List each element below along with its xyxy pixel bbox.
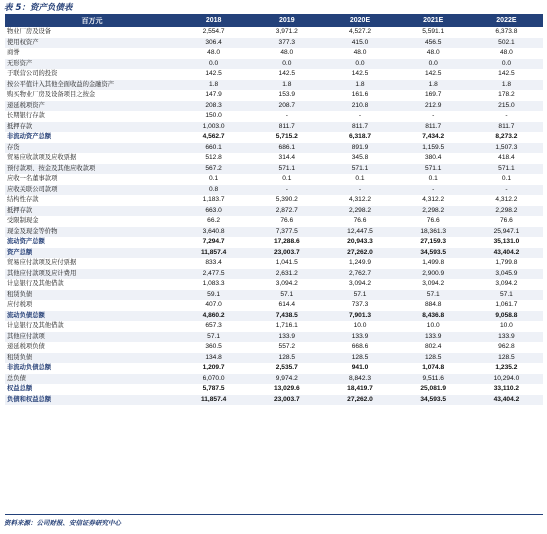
table-body (5, 27, 543, 405)
row-value: 0.8 (209, 185, 219, 193)
row-value: 133.9 (498, 332, 515, 340)
row-value: 571.1 (351, 164, 369, 172)
row-value: 811.7 (278, 122, 295, 130)
row-value: 6,070.0 (202, 374, 225, 382)
header-year: 2019 (279, 17, 295, 24)
row-label: 贸易应收款项及应收票据 (7, 154, 77, 161)
row-value: 43,404.2 (493, 248, 520, 256)
table-row (5, 111, 543, 122)
row-value: 4,860.2 (202, 311, 225, 319)
table-row (5, 164, 543, 175)
table-row (5, 122, 543, 133)
row-value: 76.6 (426, 217, 440, 224)
row-value: 35,131.0 (493, 238, 520, 245)
row-value: 360.5 (205, 343, 222, 350)
row-value: 4,312.2 (422, 196, 445, 203)
row-value: 737.3 (351, 301, 369, 308)
row-value: 142.5 (424, 70, 442, 77)
table-header (5, 14, 543, 27)
row-value: 17,288.6 (273, 238, 300, 245)
row-value: 512.8 (205, 154, 222, 161)
row-value: 142.5 (351, 70, 369, 77)
row-value: 802.4 (424, 343, 442, 350)
row-value: 10,294.0 (493, 374, 520, 382)
row-value: 133.9 (351, 332, 369, 340)
row-value: 4,562.7 (202, 133, 225, 140)
table-row (5, 143, 543, 154)
row-value: 415.0 (351, 38, 369, 46)
row-value: 142.5 (498, 70, 515, 77)
table-row (5, 279, 543, 290)
row-value: 169.7 (424, 91, 442, 98)
row-value: 657.3 (205, 322, 222, 329)
row-label: 于联营公司的投资 (7, 70, 58, 77)
row-value: 11,857.4 (200, 395, 227, 403)
row-value: 1,799.8 (495, 259, 518, 266)
row-value: 314.4 (278, 154, 296, 161)
row-value: 133.9 (278, 332, 296, 340)
row-value: 7,434.2 (422, 133, 445, 140)
row-value: 1,209.7 (202, 364, 225, 371)
row-value: 142.5 (205, 70, 222, 77)
row-value: 208.7 (278, 101, 296, 109)
row-value: 502.1 (498, 38, 515, 46)
row-value: 1.8 (209, 80, 219, 88)
row-value: 380.4 (424, 154, 442, 161)
row-value: 1,716.1 (275, 322, 298, 329)
row-value: 2,762.7 (349, 269, 371, 277)
row-value: 128.5 (498, 353, 515, 361)
row-value: 215.0 (498, 101, 515, 109)
row-value: 23,003.7 (273, 395, 300, 403)
row-value: 306.4 (205, 38, 222, 46)
row-label: 流动负债总额 (7, 311, 45, 319)
row-value: 1.8 (355, 80, 365, 88)
row-value: 1,507.3 (495, 143, 518, 151)
row-value: 5,390.2 (275, 196, 298, 203)
row-value: 134.8 (205, 353, 222, 361)
row-value: 1,083.3 (202, 280, 225, 287)
row-value: 1,041.5 (275, 259, 298, 266)
row-value: 10.0 (426, 322, 440, 329)
table-row (5, 269, 543, 280)
row-value: 43,404.2 (493, 395, 520, 403)
row-value: 161.6 (351, 91, 369, 98)
row-label: 总负债 (7, 374, 26, 382)
row-value: 6,373.8 (495, 28, 518, 35)
row-value: 3,094.2 (495, 280, 518, 287)
row-label: 租赁负债 (7, 290, 33, 298)
row-value: 0.1 (355, 175, 365, 182)
row-value: 5,591.1 (422, 28, 445, 35)
row-value: 4,312.2 (495, 196, 518, 203)
row-value: 34,593.5 (420, 248, 447, 256)
row-value: 0.1 (428, 175, 438, 182)
row-value: 8,273.2 (495, 133, 518, 140)
row-label: 非流动负债总额 (7, 364, 52, 371)
table-title: 表 5：资产负债表 (4, 3, 73, 13)
row-value: 668.6 (351, 343, 369, 350)
row-value: 833.4 (205, 259, 222, 266)
row-label: 计息银行及其他借款 (7, 280, 64, 287)
row-label: 流动资产总额 (7, 238, 45, 245)
table-row (5, 258, 543, 269)
row-value: 57.1 (207, 332, 221, 340)
row-label: 受限制现金 (7, 217, 39, 224)
row-value: 7,901.3 (349, 311, 371, 319)
row-value: 66.2 (207, 217, 221, 224)
table-row (5, 384, 543, 395)
row-value: 2,298.2 (349, 206, 371, 214)
row-value: 2,298.2 (422, 206, 445, 214)
row-value: 1,249.9 (349, 259, 371, 266)
row-value: 3,640.8 (202, 227, 225, 235)
row-value: 2,535.7 (275, 364, 298, 371)
row-value: 76.6 (353, 217, 367, 224)
row-value: 3,971.2 (275, 28, 298, 35)
row-value: 660.1 (205, 143, 222, 151)
row-value: 25,081.9 (420, 385, 447, 392)
row-value: - (432, 112, 435, 119)
row-value: 962.8 (498, 343, 515, 350)
row-value: 178.2 (498, 91, 515, 98)
row-value: 2,298.2 (495, 206, 518, 214)
row-value: 34,593.5 (420, 395, 447, 403)
row-value: 18,419.7 (347, 385, 373, 392)
row-value: 0.0 (282, 59, 292, 67)
row-value: - (505, 112, 508, 119)
row-value: 12,447.5 (347, 227, 373, 235)
row-value: 210.8 (351, 101, 369, 109)
row-value: 1.8 (501, 80, 511, 88)
row-value: 377.3 (278, 38, 296, 46)
row-value: - (505, 185, 508, 193)
row-value: 153.9 (278, 91, 296, 98)
row-value: 557.2 (278, 343, 296, 350)
row-value: 9,974.2 (275, 374, 298, 382)
row-value: 23,003.7 (273, 248, 300, 256)
row-value: 407.0 (205, 301, 222, 308)
row-value: 33,110.2 (493, 385, 520, 392)
row-value: 571.1 (424, 164, 442, 172)
table-row (5, 363, 543, 374)
row-value: 76.6 (499, 217, 513, 224)
row-value: 150.0 (205, 112, 222, 119)
table-row (5, 80, 543, 91)
row-label: 物业厂房及设备 (7, 28, 52, 35)
row-value: 663.0 (205, 206, 222, 214)
row-label: 结构性存款 (7, 196, 39, 203)
table-row (5, 300, 543, 311)
row-value: 27,262.0 (347, 395, 373, 403)
row-value: 25,947.1 (493, 227, 520, 235)
row-value: 128.5 (424, 353, 442, 361)
row-value: 0.1 (282, 175, 292, 182)
table-row (5, 342, 543, 353)
row-label: 计息银行及其他借款 (7, 322, 64, 329)
row-value: 128.5 (278, 353, 296, 361)
table-row (5, 353, 543, 364)
row-label: 存货 (7, 143, 20, 151)
row-label: 按公平值计入其他全面收益的金融资产 (7, 80, 115, 88)
table-row (5, 206, 543, 217)
row-value: 10.0 (353, 322, 367, 329)
row-value: 76.6 (280, 217, 294, 224)
row-value: 4,527.2 (349, 28, 371, 35)
table-row (5, 311, 543, 322)
row-value: 13,029.6 (273, 385, 300, 392)
row-value: - (358, 112, 362, 119)
table-row (5, 321, 543, 332)
row-value: 5,715.2 (275, 133, 298, 140)
row-value: 48.0 (207, 49, 221, 56)
row-value: 48.0 (280, 49, 294, 56)
row-value: 57.1 (280, 290, 294, 298)
row-value: 5,787.5 (202, 385, 225, 392)
row-value: 418.4 (498, 154, 515, 161)
row-label: 应付税项 (7, 301, 33, 308)
row-value: 456.5 (424, 38, 442, 46)
row-value: 811.7 (498, 122, 515, 130)
row-value: 7,438.5 (275, 311, 298, 319)
table-row (5, 174, 543, 185)
row-value: 212.9 (424, 101, 442, 109)
row-value: - (358, 185, 362, 193)
row-value: 571.1 (498, 164, 515, 172)
row-label: 权益总额 (7, 385, 33, 392)
table-row (5, 395, 543, 406)
row-value: 0.0 (501, 59, 511, 67)
bottom-rule (5, 514, 543, 515)
row-value: 7,294.7 (202, 238, 225, 245)
row-value: 27,159.3 (420, 238, 447, 245)
header-year: 2022E (496, 17, 517, 24)
row-label: 无形资产 (7, 59, 33, 67)
table-row (5, 48, 543, 59)
row-value: 1,183.7 (202, 196, 225, 203)
table-row (5, 38, 543, 49)
row-label: 递延税项资产 (7, 101, 45, 109)
row-value: 7,377.5 (275, 227, 298, 235)
row-value: 1.8 (428, 80, 438, 88)
row-label: 租赁负债 (7, 353, 33, 361)
row-label: 资产总额 (7, 248, 33, 256)
row-label: 其他应付款项 (7, 332, 45, 340)
row-value: 1,235.2 (495, 364, 518, 371)
row-value: 891.9 (351, 143, 369, 151)
table-row (5, 132, 543, 143)
row-value: - (285, 185, 288, 193)
row-value: 811.7 (425, 122, 442, 130)
row-value: 884.8 (424, 301, 442, 308)
row-label: 抵押存款 (7, 122, 33, 130)
row-label: 商誉 (7, 49, 20, 56)
table-row (5, 69, 543, 80)
row-value: 18,361.3 (420, 227, 447, 235)
row-value: 48.0 (353, 49, 367, 56)
row-value: 567.2 (205, 164, 222, 172)
table-row (5, 216, 543, 227)
row-value: 8,842.3 (349, 374, 371, 382)
row-value: 2,631.2 (275, 269, 298, 277)
row-value: 10.0 (499, 322, 513, 329)
source-note: 资料来源：公司财报、安信证券研究中心 (4, 519, 121, 527)
row-label: 购买物业厂房及设备项目之按金 (7, 91, 96, 98)
row-value: 48.0 (499, 49, 513, 56)
row-label: 非流动资产总额 (7, 133, 52, 140)
row-value: 1,159.5 (422, 143, 445, 151)
row-value: 147.9 (205, 91, 222, 98)
row-value: 48.0 (426, 49, 440, 56)
row-value: 2,872.7 (275, 206, 298, 214)
row-value: 8,436.8 (422, 311, 445, 319)
row-value: 3,094.2 (422, 280, 445, 287)
row-label: 其他应付款项及应计费用 (7, 269, 77, 277)
row-value: 941.0 (351, 364, 369, 371)
row-label: 抵押存款 (7, 206, 33, 214)
row-value: 128.5 (351, 353, 369, 361)
row-value: 6,318.7 (349, 133, 371, 140)
row-label: 长期银行存款 (7, 112, 45, 119)
row-label: 使用权资产 (7, 38, 39, 46)
row-label: 现金及现金等价物 (7, 227, 58, 235)
row-value: 2,477.5 (202, 269, 225, 277)
row-value: 0.0 (428, 59, 438, 67)
row-value: 0.1 (209, 175, 219, 182)
row-value: 3,094.2 (349, 280, 371, 287)
header-unit-label: 百万元 (81, 16, 103, 25)
row-value: 27,262.0 (347, 248, 373, 256)
row-value: 11,857.4 (200, 248, 227, 256)
row-value: 9,511.6 (422, 374, 444, 382)
row-value: - (432, 185, 435, 193)
row-value: 1,499.8 (422, 259, 445, 266)
row-value: 1.8 (282, 80, 292, 88)
row-label: 递延税项负债 (7, 343, 45, 350)
row-value: 142.5 (278, 70, 296, 77)
balance-sheet-table (5, 14, 543, 405)
header-year: 2018 (205, 17, 222, 24)
row-value: 4,312.2 (349, 196, 371, 203)
table-row (5, 101, 543, 112)
row-value: 57.1 (499, 290, 513, 298)
row-value: 2,554.7 (202, 28, 225, 35)
row-value: 57.1 (353, 290, 367, 298)
row-value: 208.3 (205, 101, 222, 109)
row-label: 贸易应付款项及应付票据 (7, 259, 77, 266)
row-value: 9,058.8 (495, 311, 518, 319)
table-row (5, 153, 543, 164)
table-row (5, 90, 543, 101)
row-value: 2,900.9 (422, 269, 445, 277)
row-value: 3,045.9 (495, 269, 518, 277)
row-value: 59.1 (207, 290, 221, 298)
row-value: 571.1 (278, 164, 296, 172)
table-row (5, 59, 543, 70)
row-value: 1,074.8 (422, 364, 445, 371)
row-value: 133.9 (424, 332, 442, 340)
row-value: 3,094.2 (275, 280, 298, 287)
table-row (5, 227, 543, 238)
header-year: 2021E (423, 17, 444, 24)
row-value: 0.0 (209, 59, 219, 67)
row-value: 1,003.0 (202, 122, 225, 130)
row-label: 负债和权益总额 (7, 395, 52, 403)
row-value: 0.1 (501, 175, 511, 182)
row-label: 预付款项、按金及其他应收款项 (7, 164, 96, 172)
table-row (5, 185, 543, 196)
row-label: 应收一名董事款项 (7, 175, 58, 182)
table-row (5, 332, 543, 343)
row-value: 1,061.7 (495, 301, 518, 308)
table-row (5, 27, 543, 38)
row-value: 0.0 (355, 59, 365, 67)
row-value: 686.1 (278, 143, 296, 151)
row-value: 614.4 (278, 301, 296, 308)
row-value: 57.1 (426, 290, 440, 298)
row-value: - (285, 112, 288, 119)
row-value: 811.7 (352, 122, 369, 130)
row-value: 345.8 (351, 154, 369, 161)
row-value: 20,943.3 (347, 238, 373, 245)
table-row (5, 374, 543, 385)
row-label: 应收关联公司款项 (7, 185, 58, 193)
table-row (5, 237, 543, 248)
table-row (5, 248, 543, 259)
table-row (5, 195, 543, 206)
header-year: 2020E (349, 17, 371, 24)
table-row (5, 290, 543, 301)
